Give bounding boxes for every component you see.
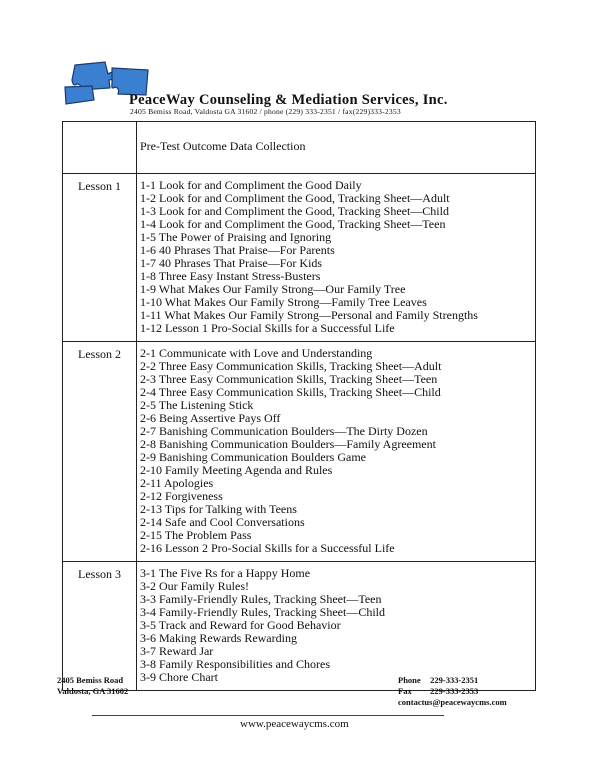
- list-item: 1-12 Lesson 1 Pro-Social Skills for a Successful Life: [140, 321, 395, 335]
- list-item: 2-1 Communicate with Love and Understanding: [140, 346, 373, 360]
- fax-number: 229-333-2353: [430, 686, 479, 696]
- phone-label: Phone: [398, 675, 421, 685]
- list-item: 2-16 Lesson 2 Pro-Social Skills for a Successful Life: [140, 541, 395, 555]
- outcome-table: [62, 121, 536, 691]
- list-item: 2-9 Banishing Communication Boulders Game: [140, 450, 366, 464]
- list-item: 2-14 Safe and Cool Conversations: [140, 515, 305, 529]
- lesson-items: [137, 342, 536, 562]
- list-item: 2-2 Three Easy Communication Skills, Tracking Sheet—Adult: [140, 359, 442, 373]
- list-item: 2-11 Apologies: [140, 476, 214, 490]
- lesson-row: [63, 342, 536, 562]
- lesson-label: Lesson 2: [63, 342, 137, 562]
- footer-street: 2405 Bemiss Road: [57, 675, 124, 685]
- company-address: 2405 Bemiss Road, Valdosta GA 31602 / phone (229) 333-2351 / fax(229)333-2353: [130, 107, 401, 116]
- list-item: 3-2 Our Family Rules!: [140, 579, 249, 593]
- lesson-row: [63, 174, 536, 342]
- list-item: 3-6 Making Rewards Rewarding: [140, 631, 297, 645]
- lesson-label: Lesson 1: [63, 174, 137, 342]
- list-item: 2-10 Family Meeting Agenda and Rules: [140, 463, 333, 477]
- list-item: 2-12 Forgiveness: [140, 489, 223, 503]
- lesson-items: [137, 174, 536, 342]
- list-item: 3-5 Track and Reward for Good Behavior: [140, 618, 341, 632]
- list-item: 1-8 Three Easy Instant Stress-Busters: [140, 269, 321, 283]
- lesson-label: Lesson 3: [63, 562, 137, 691]
- list-item: 2-5 The Listening Stick: [140, 398, 254, 412]
- list-item: 1-10 What Makes Our Family Strong—Family Tree Leaves: [140, 295, 427, 309]
- list-item: 3-9 Chore Chart: [140, 670, 218, 684]
- email-address: contactus@peacewaycms.com: [398, 697, 507, 707]
- list-item: 1-2 Look for and Compliment the Good, Tracking Sheet—Adult: [140, 191, 450, 205]
- list-item: 1-3 Look for and Compliment the Good, Tracking Sheet—Child: [140, 204, 449, 218]
- footer-address: [57, 675, 128, 697]
- list-item: 1-7 40 Phrases That Praise—For Kids: [140, 256, 323, 270]
- list-item: 1-5 The Power of Praising and Ignoring: [140, 230, 332, 244]
- phone-number: 229-333-2351: [430, 675, 479, 685]
- list-item: 2-13 Tips for Talking with Teens: [140, 502, 297, 516]
- list-item: 2-3 Three Easy Communication Skills, Tracking Sheet—Teen: [140, 372, 438, 386]
- list-item: 2-4 Three Easy Communication Skills, Tracking Sheet—Child: [140, 385, 441, 399]
- list-item: 2-6 Being Assertive Pays Off: [140, 411, 281, 425]
- footer-contact: [398, 675, 507, 708]
- list-item: 2-8 Banishing Communication Boulders—Family Agreement: [140, 437, 436, 451]
- list-item: 2-7 Banishing Communication Boulders—The Dirty Dozen: [140, 424, 428, 438]
- lesson-items: [137, 562, 536, 691]
- list-item: 3-8 Family Responsibilities and Chores: [140, 657, 330, 671]
- company-name: PeaceWay Counseling & Mediation Services, Inc.: [129, 92, 448, 108]
- list-item: 3-7 Reward Jar: [140, 644, 214, 658]
- list-item: 1-4 Look for and Compliment the Good, Tracking Sheet—Teen: [140, 217, 446, 231]
- list-item: 1-11 What Makes Our Family Strong—Personal and Family Strengths: [140, 308, 478, 322]
- list-item: 1-9 What Makes Our Family Strong—Our Family Tree: [140, 282, 406, 296]
- list-item: 3-3 Family-Friendly Rules, Tracking Sheet—Teen: [140, 592, 382, 606]
- fax-label: Fax: [398, 686, 412, 696]
- footer-divider: [92, 715, 444, 716]
- footer-city: Valdosta, GA 31602: [57, 686, 129, 696]
- list-item: 1-6 40 Phrases That Praise—For Parents: [140, 243, 335, 257]
- list-item: 1-1 Look for and Compliment the Good Daily: [140, 178, 362, 192]
- lesson-row: [63, 562, 536, 691]
- table-title: Pre-Test Outcome Data Collection: [137, 122, 536, 174]
- list-item: 2-15 The Problem Pass: [140, 528, 252, 542]
- list-item: 3-1 The Five Rs for a Happy Home: [140, 566, 311, 580]
- list-item: 3-4 Family-Friendly Rules, Tracking Sheet—Child: [140, 605, 385, 619]
- website-link[interactable]: www.peacewaycms.com: [240, 718, 349, 730]
